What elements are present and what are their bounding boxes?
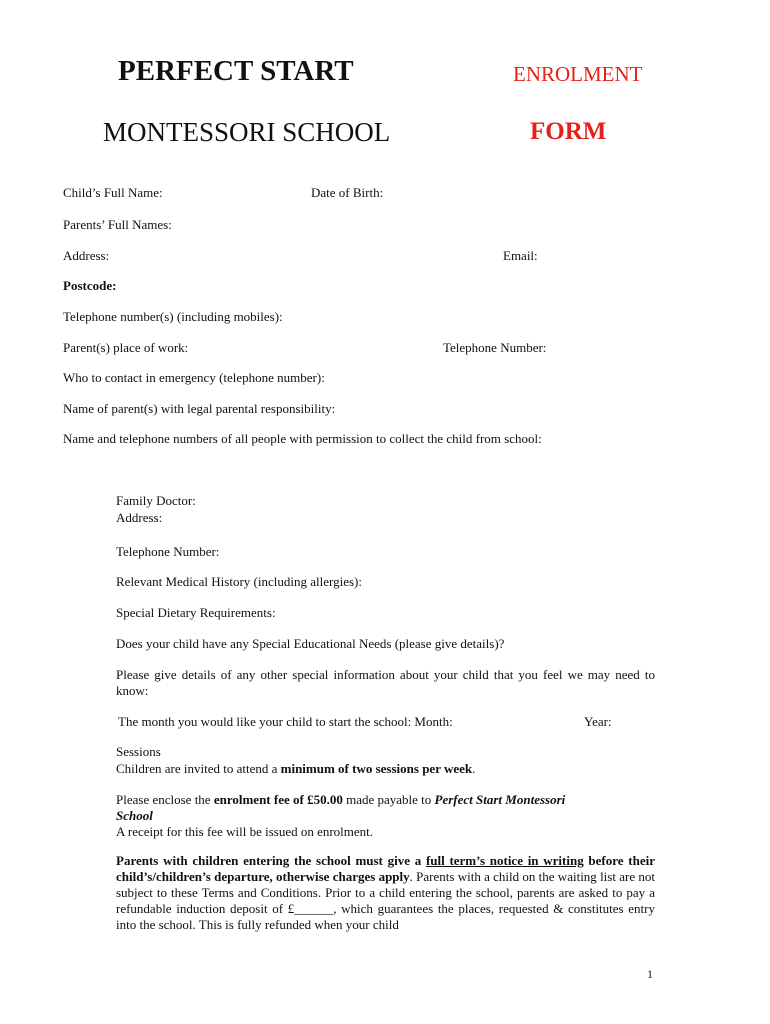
parents-full-names-label: Parents’ Full Names: xyxy=(63,217,172,232)
form-title-line1: ENROLMENT xyxy=(513,62,643,86)
form-title-line2: FORM xyxy=(530,118,607,145)
postcode-label: Postcode: xyxy=(63,278,117,293)
legal-responsibility-label: Name of parent(s) with legal parental responsibility: xyxy=(63,401,336,416)
work-telephone-label: Telephone Number: xyxy=(443,340,547,355)
telephone-numbers-label: Telephone number(s) (including mobiles): xyxy=(63,309,283,324)
payee-name: Perfect Start Montessori School xyxy=(116,792,566,823)
doctor-address-label: Address: xyxy=(116,510,163,525)
special-needs-label: Does your child have any Special Educational Needs (please give details)? xyxy=(116,636,505,651)
notice-paragraph: Parents with children entering the school must give a full term’s notice in writing before their child’s/children’s departure, otherwise charges apply. Parents with a child on the waiting list are not subject to these Terms and Conditions. Prior to a child entering the school, parents are asked to pay a refundable induction deposit of £______, which guarantees the places, requested & constitutes entry into the school. This is fully refunded when your child xyxy=(116,853,655,932)
place-of-work-label: Parent(s) place of work: xyxy=(63,340,189,355)
start-month-label: The month you would like your child to start the school: Month: xyxy=(118,714,453,729)
receipt-note: A receipt for this fee will be issued on enrolment. xyxy=(116,824,374,839)
collect-permission-label: Name and telephone numbers of all people with permission to collect the child from school: xyxy=(63,431,542,446)
sessions-heading: Sessions xyxy=(116,744,161,759)
school-name-line2: MONTESSORI SCHOOL xyxy=(103,117,391,147)
other-info-paragraph: Please give details of any other special information about your child that you feel we may need to know: xyxy=(116,667,655,698)
childs-full-name-label: Child’s Full Name: xyxy=(63,185,163,200)
school-name-line1: PERFECT START xyxy=(118,55,354,87)
start-year-label: Year: xyxy=(584,714,612,729)
doctor-telephone-label: Telephone Number: xyxy=(116,544,220,559)
sessions-text: Children are invited to attend a minimum of two sessions per week. xyxy=(116,761,476,776)
notice-underlined: full term’s notice in writing xyxy=(425,853,584,868)
medical-history-label: Relevant Medical History (including allergies): xyxy=(116,574,362,589)
emergency-contact-label: Who to contact in emergency (telephone number): xyxy=(63,370,325,385)
dietary-label: Special Dietary Requirements: xyxy=(116,605,276,620)
address-label: Address: xyxy=(63,248,110,263)
family-doctor-label: Family Doctor: xyxy=(116,493,196,508)
fee-paragraph: Please enclose the enrolment fee of £50.00 made payable to Perfect Start Montessori School xyxy=(116,792,566,823)
page-number: 1 xyxy=(647,967,653,981)
email-label: Email: xyxy=(503,248,538,263)
date-of-birth-label: Date of Birth: xyxy=(311,185,384,200)
